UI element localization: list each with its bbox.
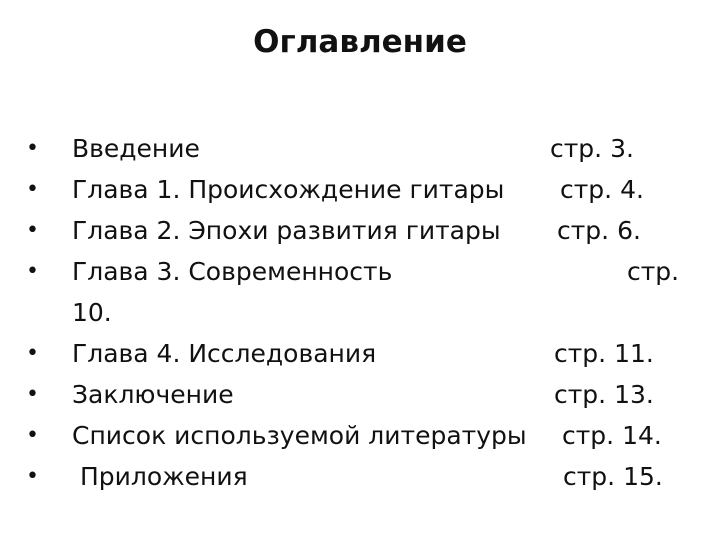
toc-item-chapter-3: [26, 251, 698, 333]
bullet-icon: •: [26, 464, 39, 489]
toc-item-chapter-2: [26, 210, 698, 251]
bullet-icon: •: [26, 382, 39, 407]
toc-entry-title: Глава 3. Современность: [72, 257, 393, 286]
bullet-icon: •: [26, 177, 39, 202]
toc-entry-page: стр.: [627, 257, 680, 286]
toc-entry-title: Приложения: [72, 462, 248, 491]
toc-entry-page: стр. 3.: [550, 134, 634, 163]
toc-item-chapter-1: [26, 169, 698, 210]
toc-entry-page: стр. 4.: [560, 175, 644, 204]
toc-entry-title: Глава 4. Исследования: [72, 339, 377, 368]
toc-entry-title: Заключение: [72, 380, 234, 409]
toc-item-introduction: [26, 128, 698, 169]
toc-entry-title: Глава 2. Эпохи развития гитары: [72, 216, 501, 245]
bullet-icon: •: [26, 218, 39, 243]
page-title: Оглавление: [253, 24, 467, 60]
bullet-icon: •: [26, 259, 39, 284]
table-of-contents: [26, 128, 698, 497]
toc-entry-page: стр. 13.: [554, 380, 654, 409]
toc-item-references: [26, 415, 698, 456]
toc-entry-title: Глава 1. Происхождение гитары: [72, 175, 505, 204]
toc-item-conclusion: [26, 374, 698, 415]
toc-entry-page: стр. 11.: [554, 339, 654, 368]
toc-entry-title: Список используемой литературы: [72, 421, 527, 450]
toc-entry-page: стр. 15.: [563, 462, 663, 491]
toc-entry-page: стр. 14.: [562, 421, 662, 450]
toc-item-chapter-4: [26, 333, 698, 374]
toc-entry-page-continued: 10.: [72, 298, 112, 327]
toc-item-appendices: [26, 456, 698, 497]
toc-entry-title: Введение: [72, 134, 200, 163]
bullet-icon: •: [26, 423, 39, 448]
bullet-icon: •: [26, 341, 39, 366]
toc-entry-page: стр. 6.: [557, 216, 641, 245]
bullet-icon: •: [26, 136, 39, 161]
